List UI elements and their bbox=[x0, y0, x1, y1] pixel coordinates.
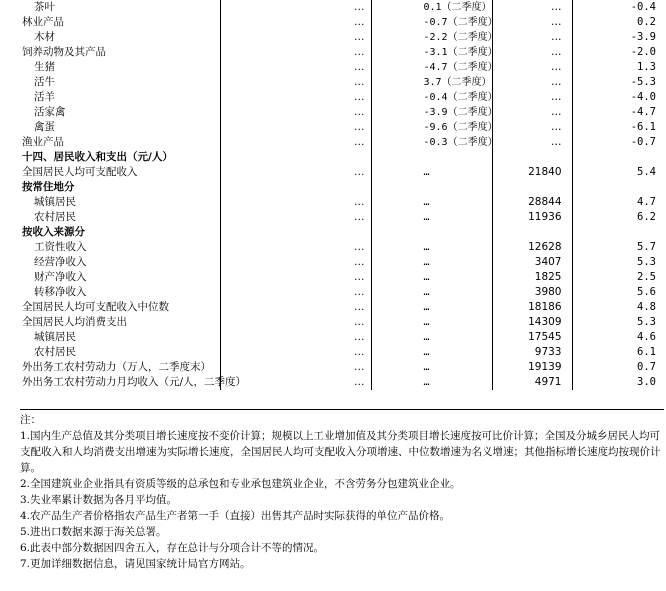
row-value-2: … bbox=[371, 300, 492, 315]
row-value-4: 5.3 bbox=[572, 255, 664, 270]
row-label: 禽蛋 bbox=[34, 121, 55, 133]
row-label: 活羊 bbox=[34, 91, 55, 103]
row-value-1: … bbox=[220, 285, 371, 300]
row-value-3: 14309 bbox=[492, 315, 572, 330]
table-row bbox=[20, 285, 664, 300]
row-label: 林业产品 bbox=[22, 16, 64, 28]
row-label: 工资性收入 bbox=[34, 241, 87, 253]
table-row bbox=[20, 360, 664, 375]
row-label: 外出务工农村劳动力（万人，二季度末） bbox=[22, 361, 211, 373]
row-value-1: … bbox=[220, 90, 371, 105]
row-value-3: 9733 bbox=[492, 345, 572, 360]
row-value-1: … bbox=[220, 360, 371, 375]
note-item: 6.此表中部分数据因四舍五入，存在总计与分项合计不等的情况。 bbox=[20, 542, 325, 554]
table-row bbox=[20, 330, 664, 345]
row-value-3: 4971 bbox=[492, 375, 572, 390]
row-value-2: -0.7（二季度） bbox=[371, 15, 492, 30]
row-value-4: -6.1 bbox=[572, 120, 664, 135]
row-label: 十四、居民收入和支出（元/人） bbox=[22, 151, 173, 163]
row-value-1: … bbox=[220, 45, 371, 60]
row-value-3: … bbox=[492, 30, 572, 45]
row-value-3: 19139 bbox=[492, 360, 572, 375]
row-value-4: 1.3 bbox=[572, 60, 664, 75]
row-value-3: … bbox=[492, 60, 572, 75]
row-value-1: … bbox=[220, 210, 371, 225]
row-value-3 bbox=[492, 150, 572, 165]
row-value-4: 5.7 bbox=[572, 240, 664, 255]
table-row bbox=[20, 105, 664, 120]
row-value-2: … bbox=[371, 270, 492, 285]
table-row bbox=[20, 120, 664, 135]
note-item: 2.全国建筑业企业指具有资质等级的总承包和专业承包建筑业企业，不含劳务分包建筑业企业。 bbox=[20, 478, 461, 490]
row-value-1: … bbox=[220, 195, 371, 210]
row-label: 城镇居民 bbox=[34, 196, 76, 208]
row-value-3: … bbox=[492, 120, 572, 135]
row-value-4: 4.7 bbox=[572, 195, 664, 210]
row-value-4: 6.2 bbox=[572, 210, 664, 225]
table-row bbox=[20, 345, 664, 360]
row-value-1: … bbox=[220, 345, 371, 360]
row-value-1: … bbox=[220, 30, 371, 45]
row-value-3 bbox=[492, 180, 572, 195]
row-value-2 bbox=[371, 180, 492, 195]
row-value-3: 1825 bbox=[492, 270, 572, 285]
row-value-2: … bbox=[371, 165, 492, 180]
row-value-1: … bbox=[220, 15, 371, 30]
row-label: 饲养动物及其产品 bbox=[22, 46, 106, 58]
row-value-4: 0.2 bbox=[572, 15, 664, 30]
row-value-3: 21840 bbox=[492, 165, 572, 180]
row-value-2: … bbox=[371, 195, 492, 210]
row-value-3: … bbox=[492, 105, 572, 120]
note-item: 1.国内生产总值及其分类项目增长速度按不变价计算；规模以上工业增加值及其分类项目增长速度按可比价计算；全国及分城乡居民人均可支配收入和人均消费支出增速为实际增长速度，全国居民人均可支配收入分项增速、中位数增速为名义增速；其他指标增长速度均按现价计算。 bbox=[20, 430, 661, 474]
row-label: 活家禽 bbox=[34, 106, 66, 118]
table-row bbox=[20, 60, 664, 75]
table-row bbox=[20, 45, 664, 60]
row-label: 转移净收入 bbox=[34, 286, 87, 298]
row-label: 城镇居民 bbox=[34, 331, 76, 343]
row-value-3: … bbox=[492, 15, 572, 30]
row-value-2: … bbox=[371, 315, 492, 330]
row-value-2: -2.2（二季度） bbox=[371, 30, 492, 45]
row-value-1: … bbox=[220, 270, 371, 285]
row-value-4: 4.8 bbox=[572, 300, 664, 315]
table-row bbox=[20, 375, 664, 390]
row-value-3: 28844 bbox=[492, 195, 572, 210]
table-row bbox=[20, 15, 664, 30]
row-value-2: … bbox=[371, 285, 492, 300]
row-value-3: … bbox=[492, 45, 572, 60]
row-value-4: 6.1 bbox=[572, 345, 664, 360]
row-value-4: -5.3 bbox=[572, 75, 664, 90]
table-row bbox=[20, 270, 664, 285]
note-item: 7.更加详细数据信息，请见国家统计局官方网站。 bbox=[20, 558, 251, 570]
row-label: 全国居民人均消费支出 bbox=[22, 316, 127, 328]
row-value-4: -3.9 bbox=[572, 30, 664, 45]
table-body bbox=[20, 0, 664, 390]
row-value-2: 3.7（二季度） bbox=[371, 75, 492, 90]
row-value-4: 5.3 bbox=[572, 315, 664, 330]
note-item: 4.农产品生产者价格指农产品生产者第一手（直接）出售其产品时实际获得的单位产品价格。 bbox=[20, 510, 451, 522]
row-value-1: … bbox=[220, 120, 371, 135]
row-value-1: … bbox=[220, 0, 371, 15]
row-value-3: 11936 bbox=[492, 210, 572, 225]
row-value-1: … bbox=[220, 315, 371, 330]
row-label: 按常住地分 bbox=[22, 181, 75, 193]
row-label: 按收入来源分 bbox=[22, 226, 85, 238]
note-item: 3.失业率累计数据为各月平均值。 bbox=[20, 494, 178, 506]
row-value-1: … bbox=[220, 240, 371, 255]
row-value-4 bbox=[572, 180, 664, 195]
row-label: 活牛 bbox=[34, 76, 55, 88]
row-value-1 bbox=[220, 180, 371, 195]
row-label: 渔业产品 bbox=[22, 136, 64, 148]
row-value-2: … bbox=[371, 330, 492, 345]
row-value-4: -4.0 bbox=[572, 90, 664, 105]
table-row bbox=[20, 90, 664, 105]
table-row bbox=[20, 225, 664, 240]
row-value-2: -4.7（二季度） bbox=[371, 60, 492, 75]
row-value-2: … bbox=[371, 345, 492, 360]
row-label: 木材 bbox=[34, 31, 55, 43]
row-value-2: … bbox=[371, 240, 492, 255]
row-value-3: … bbox=[492, 90, 572, 105]
row-value-4: 3.0 bbox=[572, 375, 664, 390]
row-value-1: … bbox=[220, 300, 371, 315]
notes-title: 注： bbox=[20, 414, 41, 426]
row-value-4: 5.4 bbox=[572, 165, 664, 180]
table-row bbox=[20, 315, 664, 330]
row-label: 财产净收入 bbox=[34, 271, 87, 283]
table-row bbox=[20, 75, 664, 90]
row-value-2: … bbox=[371, 375, 492, 390]
table-row bbox=[20, 195, 664, 210]
row-value-2: … bbox=[371, 210, 492, 225]
row-value-1: … bbox=[220, 165, 371, 180]
row-value-2: … bbox=[371, 255, 492, 270]
row-value-2 bbox=[371, 150, 492, 165]
table-row bbox=[20, 255, 664, 270]
row-value-1: … bbox=[220, 105, 371, 120]
table-row bbox=[20, 180, 664, 195]
row-value-4: -2.0 bbox=[572, 45, 664, 60]
row-value-1: … bbox=[220, 330, 371, 345]
row-label: 全国居民人均可支配收入 bbox=[22, 166, 138, 178]
row-value-3: 3980 bbox=[492, 285, 572, 300]
row-value-4: -0.4 bbox=[572, 0, 664, 15]
table-row bbox=[20, 240, 664, 255]
row-value-3: 12628 bbox=[492, 240, 572, 255]
note-item: 5.进出口数据来源于海关总署。 bbox=[20, 526, 167, 538]
row-value-3: 18186 bbox=[492, 300, 572, 315]
row-value-1: … bbox=[220, 375, 371, 390]
table-row bbox=[20, 30, 664, 45]
row-value-1: … bbox=[220, 135, 371, 150]
row-value-3: 17545 bbox=[492, 330, 572, 345]
notes-section bbox=[20, 409, 664, 572]
row-label: 生猪 bbox=[34, 61, 55, 73]
table-row bbox=[20, 135, 664, 150]
table-row bbox=[20, 150, 664, 165]
row-value-3: … bbox=[492, 135, 572, 150]
row-value-4: 2.5 bbox=[572, 270, 664, 285]
table-row bbox=[20, 165, 664, 180]
row-value-2: … bbox=[371, 360, 492, 375]
row-value-3 bbox=[492, 225, 572, 240]
row-value-1: … bbox=[220, 60, 371, 75]
row-value-4: -4.7 bbox=[572, 105, 664, 120]
row-value-3: … bbox=[492, 0, 572, 15]
row-label: 外出务工农村劳动力月均收入（元/人，二季度） bbox=[22, 376, 247, 388]
row-label: 茶叶 bbox=[34, 1, 55, 13]
row-value-2: 0.1（二季度） bbox=[371, 0, 492, 15]
row-label: 经营净收入 bbox=[34, 256, 87, 268]
row-value-1: … bbox=[220, 75, 371, 90]
row-value-2: -3.9（二季度） bbox=[371, 105, 492, 120]
row-value-4: 0.7 bbox=[572, 360, 664, 375]
row-value-2: -0.3（二季度） bbox=[371, 135, 492, 150]
row-value-4: 5.6 bbox=[572, 285, 664, 300]
row-value-2 bbox=[371, 225, 492, 240]
row-value-1: … bbox=[220, 255, 371, 270]
table-row bbox=[20, 0, 664, 15]
table-row bbox=[20, 300, 664, 315]
row-label: 农村居民 bbox=[34, 346, 76, 358]
row-value-3: … bbox=[492, 75, 572, 90]
row-value-1 bbox=[220, 150, 371, 165]
table-row bbox=[20, 210, 664, 225]
row-label: 农村居民 bbox=[34, 211, 76, 223]
row-value-2: -9.6（二季度） bbox=[371, 120, 492, 135]
row-value-2: -3.1（二季度） bbox=[371, 45, 492, 60]
row-label: 全国居民人均可支配收入中位数 bbox=[22, 301, 169, 313]
row-value-3: 3407 bbox=[492, 255, 572, 270]
row-value-2: -0.4（二季度） bbox=[371, 90, 492, 105]
row-value-4: 4.6 bbox=[572, 330, 664, 345]
row-value-4 bbox=[572, 225, 664, 240]
row-value-4 bbox=[572, 150, 664, 165]
row-value-4: -0.7 bbox=[572, 135, 664, 150]
row-value-1 bbox=[220, 225, 371, 240]
statistics-table bbox=[20, 0, 664, 390]
